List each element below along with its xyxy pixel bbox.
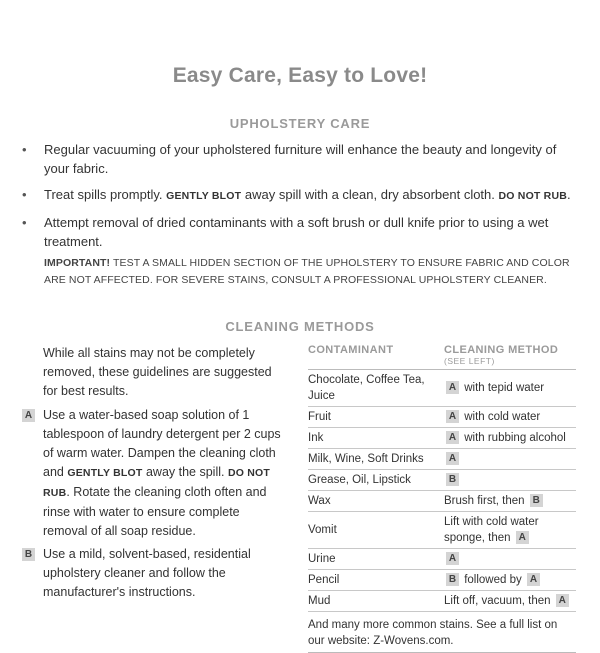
method-badge: A xyxy=(446,381,459,394)
tip-spills xyxy=(20,185,580,206)
method-header xyxy=(444,344,576,370)
method-badge: A xyxy=(446,431,459,444)
method-badge: A xyxy=(446,452,459,465)
method-cell xyxy=(444,570,576,591)
contaminant-cell: Milk, Wine, Soft Drinks xyxy=(308,449,444,470)
table-row xyxy=(308,370,576,407)
method-text: with cold water xyxy=(464,411,541,423)
tip-spills-period: . xyxy=(567,187,571,202)
contaminant-cell: Chocolate, Coffee Tea, Juice xyxy=(308,370,444,407)
method-a xyxy=(20,406,282,541)
table-row xyxy=(308,491,576,512)
tip-spills-text: Treat spills promptly. xyxy=(44,187,163,202)
method-badge: B xyxy=(446,473,459,486)
important-notice xyxy=(44,255,584,289)
table-row xyxy=(308,449,576,470)
method-header-sub: (SEE LEFT) xyxy=(444,356,495,366)
method-cell xyxy=(444,491,576,512)
tip-dried-contaminants xyxy=(20,213,580,251)
contaminant-header xyxy=(308,344,444,370)
method-badge: A xyxy=(446,552,459,565)
table-row xyxy=(308,428,576,449)
method-badge: A xyxy=(556,594,569,607)
method-text: Brush first, then xyxy=(444,495,525,507)
cleaning-intro: While all stains may not be completely removed, these guidelines are suggested for best results. xyxy=(43,346,272,398)
page-title: Easy Care, Easy to Love! xyxy=(172,64,428,87)
method-badge: B xyxy=(446,573,459,586)
method-a-text-2: away the spill. xyxy=(145,465,225,479)
method-cell xyxy=(444,549,576,570)
method-a-text-3: . Rotate the cleaning cloth often and rinse with water to ensure complete removal of all soap residue. xyxy=(43,485,267,538)
contaminant-cell: Grease, Oil, Lipstick xyxy=(308,470,444,491)
method-badge: A xyxy=(516,531,529,544)
method-header-text: CLEANING METHOD xyxy=(444,344,559,356)
method-b-badge: B xyxy=(22,548,35,561)
stain-table xyxy=(308,344,576,612)
method-b-text: Use a mild, solvent-based, residential upholstery cleaner and follow the manufacturer's instructions. xyxy=(43,547,251,599)
gently-blot-emphasis: GENTLY BLOT xyxy=(166,190,242,202)
tip-spills-text-2: away spill with a clean, dry absorbent cloth. xyxy=(244,187,495,202)
method-cell xyxy=(444,470,576,491)
contaminant-cell: Vomit xyxy=(308,512,444,549)
method-cell xyxy=(444,449,576,470)
contaminant-cell: Fruit xyxy=(308,407,444,428)
table-row xyxy=(308,591,576,612)
method-badge: B xyxy=(530,494,543,507)
method-cell xyxy=(444,407,576,428)
method-cell xyxy=(444,591,576,612)
method-cell xyxy=(444,370,576,407)
contaminant-cell: Urine xyxy=(308,549,444,570)
stain-list-footnote: And many more common stains. See a full list on our website: Z-Wovens.com. xyxy=(308,612,576,653)
method-text: Lift off, vacuum, then xyxy=(444,595,551,607)
method-cell xyxy=(444,512,576,549)
contaminant-header-text: CONTAMINANT xyxy=(308,344,394,356)
method-a-text: Use a water-based soap solution of 1 tablespoon of laundry detergent per 2 cups of warm water. Dampen the cleaning cloth and xyxy=(43,408,281,479)
upholstery-tips-list xyxy=(20,140,580,258)
method-text: with rubbing alcohol xyxy=(464,432,566,444)
contaminant-cell: Ink xyxy=(308,428,444,449)
method-text: followed by xyxy=(464,574,522,586)
stain-table-section xyxy=(308,344,576,653)
method-badge: A xyxy=(527,573,540,586)
method-b xyxy=(20,545,282,602)
method-badge: A xyxy=(446,410,459,423)
cleaning-instructions xyxy=(20,344,282,606)
method-cell xyxy=(444,428,576,449)
important-text: TEST A SMALL HIDDEN SECTION OF THE UPHOLSTERY TO ENSURE FABRIC AND COLOR ARE NOT AFFECTED. FOR SEVERE STAINS, CONSULT A PROFESSIONAL UPHOLSTERY CLEANER. xyxy=(44,257,570,286)
table-row xyxy=(308,407,576,428)
method-a-do-not-rub: DO NOT RUB xyxy=(43,467,270,499)
tip-vacuuming xyxy=(20,140,580,178)
tip-vacuuming-text: Regular vacuuming of your upholstered furniture will enhance the beauty and longevity of your fabric. xyxy=(44,142,557,176)
tip-dried-text: Attempt removal of dried contaminants with a soft brush or dull knife prior to using a wet treatment. xyxy=(44,215,549,249)
method-a-gently-blot: GENTLY BLOT xyxy=(67,467,143,479)
method-a-badge: A xyxy=(22,409,35,422)
contaminant-cell: Pencil xyxy=(308,570,444,591)
table-row xyxy=(308,512,576,549)
table-row xyxy=(308,549,576,570)
cleaning-methods-heading: CLEANING METHODS xyxy=(225,319,375,334)
contaminant-cell: Mud xyxy=(308,591,444,612)
upholstery-care-heading: UPHOLSTERY CARE xyxy=(229,116,371,131)
table-header-row xyxy=(308,344,576,370)
method-text: with tepid water xyxy=(464,382,545,394)
do-not-rub-emphasis: DO NOT RUB xyxy=(498,190,568,202)
contaminant-cell: Wax xyxy=(308,491,444,512)
important-label: IMPORTANT! xyxy=(44,257,111,269)
method-text: Lift with cold water sponge, then xyxy=(444,516,539,544)
table-row xyxy=(308,470,576,491)
table-row xyxy=(308,570,576,591)
